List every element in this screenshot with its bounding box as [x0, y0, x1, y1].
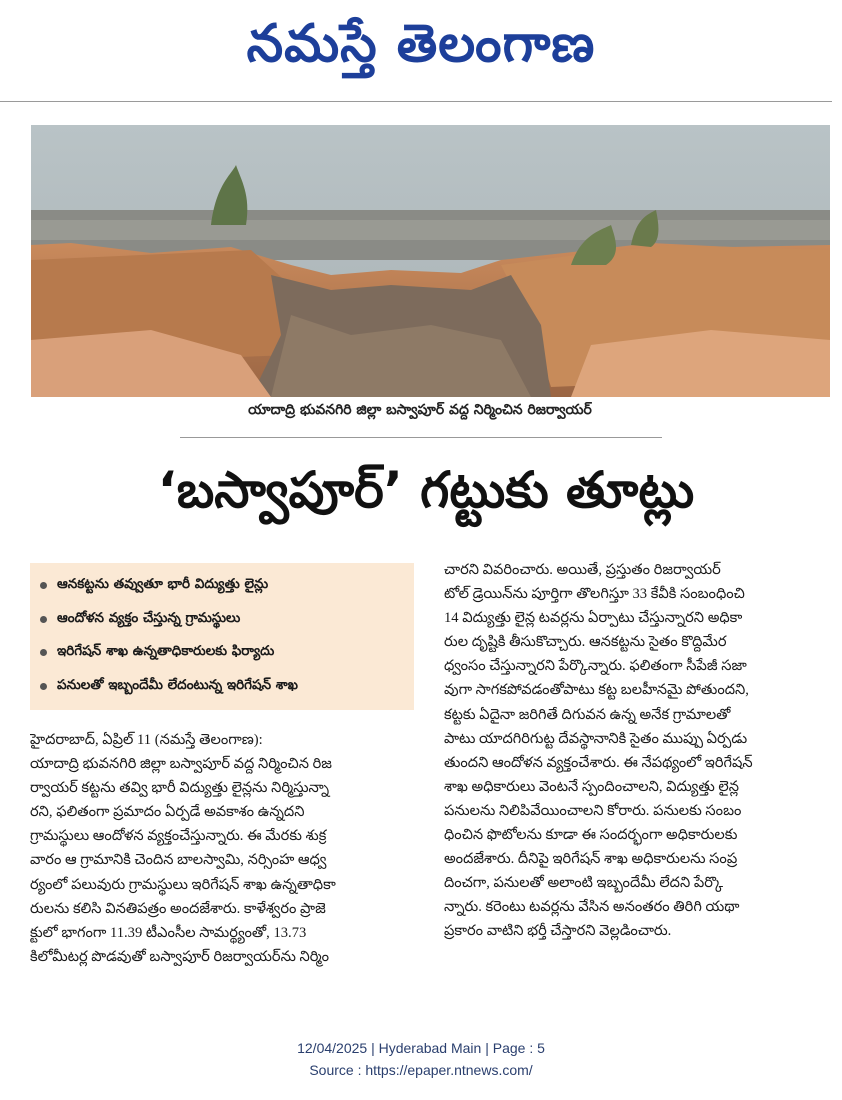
- body-line: న్నారు. కరెంటు టవర్లను వేసిన అనంతరం తిరిగి యథా: [444, 899, 740, 916]
- highlight-item: [30, 603, 414, 637]
- bullet-dot-icon: [40, 582, 47, 589]
- highlights-box: [30, 563, 414, 710]
- body-line: క్టులో భాగంగా 11.39 టీఎంసీల సామర్థ్యంతో, 13.73: [30, 924, 307, 941]
- body-line: ధ్వంసం చేస్తున్నారని పేర్కొన్నారు. ఫలితంగా సీపేజీ సజా: [444, 658, 747, 675]
- bullet-dot-icon: [40, 649, 47, 656]
- bullet-dot-icon: [40, 683, 47, 690]
- body-line: రులను కలిసి వినతిపత్రం అందజేశారు. కాళేశ్వరం ప్రాజె: [30, 900, 326, 917]
- source-link[interactable]: Source : https://epaper.ntnews.com/: [309, 1062, 533, 1078]
- article-headline: ‘బస్వాపూర్’ గట్టుకు తూట్లు: [157, 461, 695, 519]
- highlight-text: ఇరిగేషన్ శాఖ ఉన్నతాధికారులకు ఫిర్యాదు: [57, 643, 275, 660]
- caption-divider: [180, 437, 662, 438]
- body-line: పాటు యాదగిరిగుట్ట దేవస్థానానికి సైతం ముప్పు ఏర్పడు: [444, 730, 748, 747]
- reservoir-photo: [31, 125, 830, 397]
- body-line: ర్వాయర్ కట్టను తవ్వి భారీ విద్యుత్తు లైన్లను నిర్మిస్తున్నా: [30, 780, 330, 797]
- highlight-item: [30, 569, 414, 603]
- article-body-left-column: [30, 728, 420, 969]
- highlight-item: [30, 670, 414, 704]
- body-line: టోల్ డ్రెయిన్‌ను పూర్తిగా తొలగిస్తూ 33 కేవీకి సంబంధించి: [444, 586, 745, 603]
- body-line: చారని వివరించారు. అయితే, ప్రస్తుతం రిజర్వాయర్: [444, 562, 721, 578]
- body-line: 14 విద్యుత్తు లైన్ల టవర్లను ఏర్పాటు చేస్తున్నారని అధికా: [444, 610, 743, 627]
- body-line: హైదరాబాద్, ఏప్రిల్ 11 (నమస్తే తెలంగాణ):: [30, 732, 263, 748]
- masthead-divider: [0, 101, 832, 102]
- bullet-dot-icon: [40, 616, 47, 623]
- body-line: తుందని ఆందోళన వ్యక్తంచేశారు. ఈ నేపథ్యంలో ఇరిగేషన్: [444, 754, 753, 771]
- body-line: ప్రకారం వాటిని భర్తీ చేస్తారని వెల్లడించారు.: [444, 923, 672, 940]
- highlight-item: [30, 636, 414, 670]
- body-line: యాదాద్రి భువనగిరి జిల్లా బస్వాపూర్ వద్ద నిర్మించిన రిజ: [30, 756, 332, 773]
- highlight-text: ఆందోళన వ్యక్తం చేస్తున్న గ్రామస్థులు: [57, 609, 241, 626]
- body-line: పనులను నిలిపివేయించాలని కోరారు. పనులకు సంబం: [444, 802, 742, 819]
- body-line: శాఖ అధికారులు వెంటనే స్పందించాలని, విద్యుత్తు లైన్ల: [444, 778, 740, 795]
- highlight-text: పనులతో ఇబ్బందేమీ లేదంటున్న ఇరిగేషన్ శాఖ: [57, 676, 298, 693]
- body-line: రని, ఫలితంగా ప్రమాదం ఏర్పడే అవకాశం ఉన్నదని: [30, 804, 305, 821]
- photo-caption: యాదాద్రి భువనగిరి జిల్లా బస్వాపూర్ వద్ద నిర్మించిన రిజర్వాయర్: [248, 402, 592, 418]
- masthead-title: నమస్తే తెలంగాణ: [246, 14, 596, 74]
- body-line: గ్రామస్థులు ఆందోళన వ్యక్తంచేస్తున్నారు. ఈ మేరకు శుక్ర: [30, 828, 327, 845]
- body-line: ధించిన ఫొటోలను కూడా ఈ సందర్భంగా అధికారులకు: [444, 827, 738, 844]
- highlight-text: ఆనకట్టను తవ్వుతూ భారీ విద్యుత్తు లైన్లు: [57, 576, 269, 593]
- body-line: రుల దృష్టికి తీసుకొచ్చారు. ఆనకట్టను సైతం కొద్దిమేర: [444, 634, 727, 651]
- body-line: దించగా, పనులతో అలాంటి ఇబ్బందేమీ లేదని పేర్కొ: [444, 875, 724, 892]
- body-line: అందజేశారు. దీనిపై ఇరిగేషన్ శాఖ అధికారులను సంప్ర: [444, 851, 738, 868]
- edition-info: 12/04/2025 | Hyderabad Main | Page : 5: [297, 1040, 545, 1056]
- body-line: కిలోమీటర్ల పొడవుతో బస్వాపూర్ రిజర్వాయర్‌ను నిర్మిం: [30, 948, 330, 965]
- body-line: వారం ఆ గ్రామానికి చెందిన బాలస్వామి, నర్సింహ ఆధ్వ: [30, 852, 327, 869]
- body-line: ర్యంలో పలువురు గ్రామస్థులు ఇరిగేషన్ శాఖ ఉన్నతాధికా: [30, 876, 336, 893]
- body-line: కట్టకు ఏదైనా జరిగితే దిగువన ఉన్న అనేక గ్రామాలతో: [444, 706, 731, 723]
- article-body-right-column: [444, 558, 828, 944]
- body-line: వుగా సాగకపోవడంతోపాటు కట్ట బలహీనమై పోతుందని,: [444, 682, 749, 699]
